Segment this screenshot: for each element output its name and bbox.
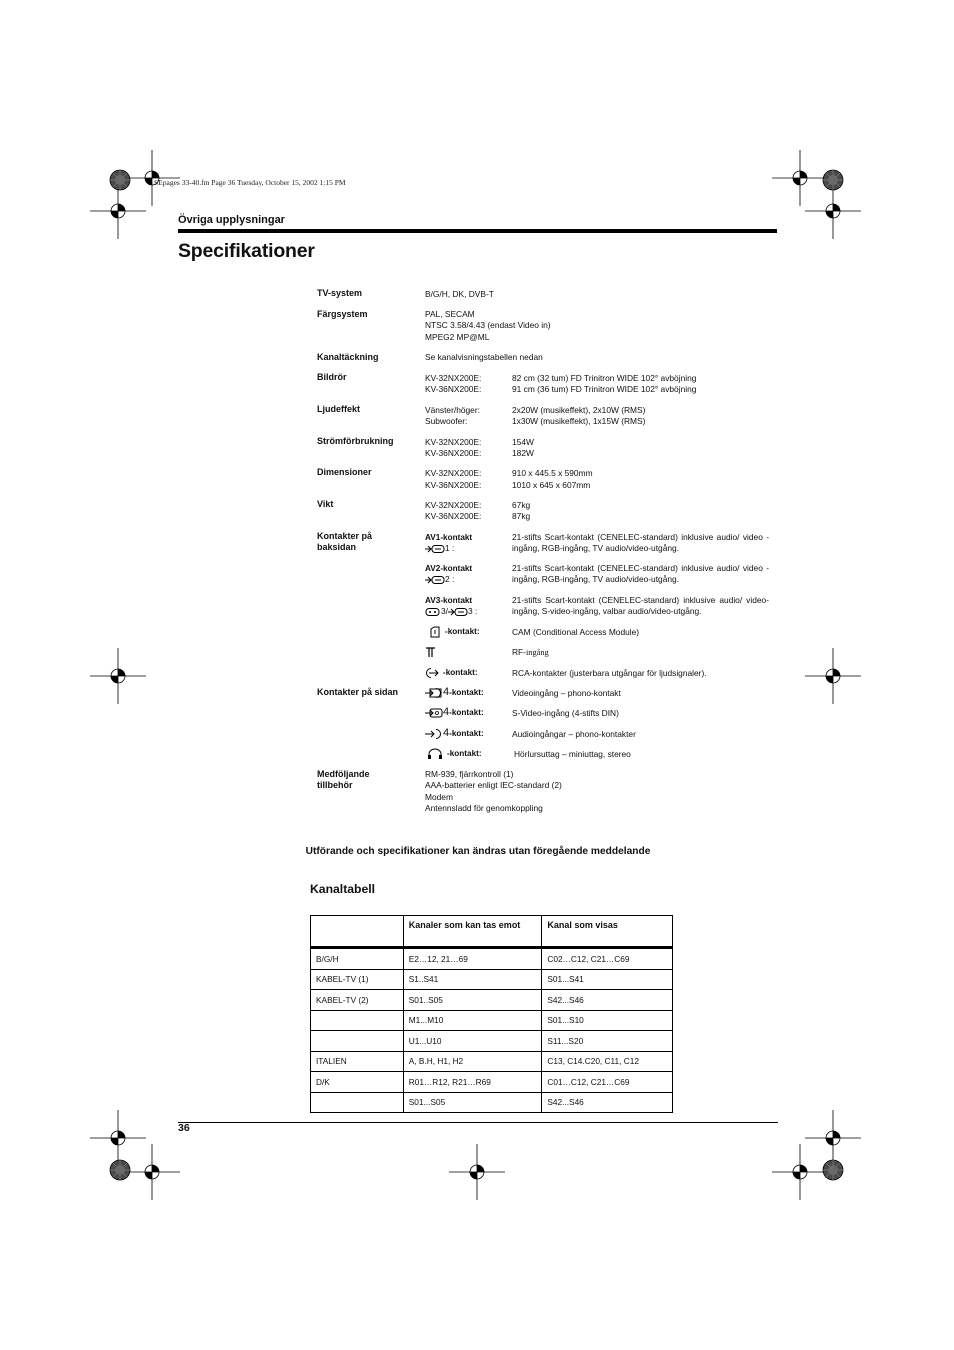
av1-number: 1 : xyxy=(445,543,455,553)
color-system-line: MPEG2 MP@ML xyxy=(425,331,490,342)
spec-model: KV-36NX200E: xyxy=(425,448,482,458)
av3-label: AV3-kontakt xyxy=(425,596,473,605)
headphones-icon xyxy=(425,748,447,760)
spec-label-sound: Ljudeffekt xyxy=(317,404,361,414)
table-cell: KABEL-TV (1) xyxy=(311,969,404,990)
rca-label xyxy=(425,667,478,679)
antenna-icon xyxy=(425,646,437,658)
spec-model: Subwoofer: xyxy=(425,416,468,426)
cam-label xyxy=(425,626,480,638)
av3-number-2: 3 : xyxy=(468,606,478,616)
svideo-in-icon xyxy=(425,707,443,719)
av2-symbol xyxy=(425,574,454,585)
spec-value: 87kg xyxy=(512,511,531,521)
side-audio-kontakt: -kontakt: xyxy=(449,729,484,739)
rca-description: RCA-kontakter (justerbara utgångar för ljudsignaler). xyxy=(512,668,707,678)
spec-value-color-system xyxy=(425,309,551,343)
spec-model: Vänster/höger: xyxy=(425,405,480,415)
av3-symbol xyxy=(425,606,477,617)
table-cell: S11...S20 xyxy=(542,1031,673,1052)
spec-model: KV-36NX200E: xyxy=(425,511,482,521)
specification-notice: Utförande och specifikationer kan ändras utan föregående meddelande xyxy=(305,846,651,857)
spec-label-rear-connectors: Kontakter på baksidan xyxy=(317,531,373,552)
av2-description: 21-stifts Scart-kontakt (CENELEC-standard) inklusive audio/ video -ingång, RGB-ingång, TV audio/video-utgång. xyxy=(512,563,769,585)
table-cell xyxy=(311,1010,404,1031)
spec-value: 910 x 445.5 x 590mm xyxy=(512,468,593,478)
table-cell: S42...S46 xyxy=(542,990,673,1011)
video-in-icon xyxy=(425,687,443,699)
side-video-kontakt: -kontakt: xyxy=(449,688,484,698)
registration-crosshair-icon xyxy=(803,646,863,706)
rf-input: ingång xyxy=(525,648,549,657)
table-cell: S01..S05 xyxy=(403,990,542,1011)
file-info: SEpages 33-40.fm Page 36 Tuesday, October 15, 2002 1:15 PM xyxy=(154,178,346,187)
header-rule xyxy=(178,229,777,233)
spec-label-channel-coverage: Kanaltäckning xyxy=(317,352,379,362)
table-cell: R01…R12, R21…R69 xyxy=(403,1072,542,1093)
table-header-cell xyxy=(311,916,404,948)
spec-value: 67kg xyxy=(512,500,531,510)
spec-model: KV-32NX200E: xyxy=(425,437,482,447)
spec-label-color-system: Färgsystem xyxy=(317,309,368,319)
av2-label: AV2-kontakt xyxy=(425,564,473,573)
accessory-item: Modem xyxy=(425,791,453,802)
av2-number: 2 : xyxy=(445,574,455,584)
table-row xyxy=(311,990,673,1011)
rf-label: RF- xyxy=(512,647,526,657)
table-cell: C01…C12, C21…C69 xyxy=(542,1072,673,1093)
table-cell xyxy=(311,1092,404,1113)
table-cell: E2…12, 21…69 xyxy=(403,948,542,970)
table-cell: U1...U10 xyxy=(403,1031,542,1052)
side-audio-number: 4 xyxy=(443,727,450,740)
table-cell xyxy=(311,1031,404,1052)
rf-description xyxy=(512,647,549,658)
spec-value: 182W xyxy=(512,448,534,458)
color-target-icon xyxy=(822,1159,844,1181)
av3-number: 3/ xyxy=(441,606,448,616)
side-video-description: Videoingång – phono-kontakt xyxy=(512,688,621,698)
side-svideo-description: S-Video-ingång (4-stifts DIN) xyxy=(512,708,619,718)
spec-label-weight: Vikt xyxy=(317,499,334,509)
audio-in-icon xyxy=(425,728,443,740)
channel-table-title: Kanaltabell xyxy=(310,882,376,896)
table-cell: S01...S10 xyxy=(542,1010,673,1031)
side-headphones-kontakt: -kontakt: xyxy=(447,749,482,759)
page-title: Specifikationer xyxy=(178,240,315,262)
side-headphones-description: Hörlursuttag – miniuttag, stereo xyxy=(514,749,631,759)
registration-crosshair-icon xyxy=(770,1142,830,1202)
accessory-item: RM-939, fjärrkontroll (1) xyxy=(425,769,514,779)
scart-in-out-icon xyxy=(448,607,468,617)
spec-model: KV-36NX200E: xyxy=(425,480,482,490)
table-cell: KABEL-TV (2) xyxy=(311,990,404,1011)
table-cell: S1..S41 xyxy=(403,969,542,990)
scart-in-out-icon xyxy=(425,544,445,554)
cam-slot-icon xyxy=(425,626,445,638)
av1-description: 21-stifts Scart-kontakt (CENELEC-standard) inklusive audio/ video -ingång, RGB-ingång, TV audio/video-utgång. xyxy=(512,532,769,554)
av1-label: AV1-kontakt xyxy=(425,533,473,542)
rca-kontakt: -kontakt: xyxy=(443,668,478,678)
spec-label-tv-system: TV-system xyxy=(317,288,363,298)
registration-crosshair-icon xyxy=(447,1142,507,1202)
side-svideo-label xyxy=(425,707,484,719)
spec-value-tv-system: B/G/H, DK, DVB-T xyxy=(425,289,494,299)
footer-rule xyxy=(178,1122,778,1123)
av3-description: 21-stifts Scart-kontakt (CENELEC-standard) inklusive audio/ video-ingång, S-video-ingång, valbar audio/video-utgång. xyxy=(512,595,769,617)
accessory-item: AAA-batterier enligt IEC-standard (2) xyxy=(425,780,562,791)
spec-label-accessories: Medföljande tillbehör xyxy=(317,769,370,790)
side-audio-label xyxy=(425,728,484,740)
av1-symbol xyxy=(425,543,454,554)
color-system-line: PAL, SECAM xyxy=(425,309,475,319)
spec-model: KV-36NX200E: xyxy=(425,384,482,394)
side-headphones-label xyxy=(425,748,482,760)
table-row xyxy=(311,1072,673,1093)
cam-description: CAM (Conditional Access Module) xyxy=(512,627,640,637)
side-audio-description: Audioingångar – phono-kontakter xyxy=(512,729,636,739)
side-video-number: 4 xyxy=(443,686,450,699)
table-cell: M1...M10 xyxy=(403,1010,542,1031)
spec-value: 154W xyxy=(512,437,534,447)
spec-label-side-connectors: Kontakter på sidan xyxy=(317,687,399,697)
spec-value-channel-coverage: Se kanalvisningstabellen nedan xyxy=(425,352,543,362)
spec-value-accessories xyxy=(425,769,562,814)
table-header-cell: Kanaler som kan tas emot xyxy=(403,916,542,948)
table-cell: B/G/H xyxy=(311,948,404,970)
table-row xyxy=(311,1092,673,1113)
spec-value: 2x20W (musikeffekt), 2x10W (RMS) xyxy=(512,405,646,415)
table-cell: C13, C14.C20, C11, C12 xyxy=(542,1051,673,1072)
spec-value: 1010 x 645 x 607mm xyxy=(512,480,591,490)
table-header-row xyxy=(311,916,673,948)
spec-model: KV-32NX200E: xyxy=(425,468,482,478)
page-number: 36 xyxy=(178,1122,190,1134)
accessory-item: Antennsladd för genomkoppling xyxy=(425,802,543,813)
scart-in-out-icon xyxy=(425,575,445,585)
spec-model: KV-32NX200E: xyxy=(425,373,482,383)
side-svideo-kontakt: -kontakt: xyxy=(449,708,484,718)
color-system-line: NTSC 3.58/4.43 (endast Video in) xyxy=(425,320,551,331)
spec-value: 82 cm (32 tum) FD Trinitron WIDE 102° avböjning xyxy=(512,373,697,383)
rf-symbol xyxy=(425,646,437,658)
side-svideo-number: 4 xyxy=(443,706,450,719)
table-row xyxy=(311,1010,673,1031)
scart-svideo-icon xyxy=(425,607,441,617)
table-cell: A, B.H, H1, H2 xyxy=(403,1051,542,1072)
spec-label-dimensions: Dimensioner xyxy=(317,467,372,477)
table-cell: C02…C12, C21…C69 xyxy=(542,948,673,970)
table-row xyxy=(311,1051,673,1072)
table-cell: S01...S41 xyxy=(542,969,673,990)
table-row xyxy=(311,969,673,990)
channel-table xyxy=(310,915,673,1113)
spec-value: 1x30W (musikeffekt), 1x15W (RMS) xyxy=(512,416,646,426)
audio-out-icon xyxy=(425,667,443,679)
color-target-icon xyxy=(109,1159,131,1181)
registration-crosshair-icon xyxy=(88,646,148,706)
table-cell: ITALIEN xyxy=(311,1051,404,1072)
table-cell: S42...S46 xyxy=(542,1092,673,1113)
table-row xyxy=(311,948,673,970)
registration-crosshair-icon xyxy=(122,1142,182,1202)
table-row xyxy=(311,1031,673,1052)
table-header-cell: Kanal som visas xyxy=(542,916,673,948)
side-video-label xyxy=(425,687,484,699)
section-heading: Övriga upplysningar xyxy=(178,214,285,226)
cam-kontakt: -kontakt: xyxy=(445,627,480,637)
spec-label-picture-tube: Bildrör xyxy=(317,372,347,382)
table-cell: S01...S05 xyxy=(403,1092,542,1113)
spec-model: KV-32NX200E: xyxy=(425,500,482,510)
color-target-icon xyxy=(109,169,131,191)
table-cell: D/K xyxy=(311,1072,404,1093)
color-target-icon xyxy=(822,169,844,191)
spec-label-power: Strömförbrukning xyxy=(317,436,394,446)
spec-value: 91 cm (36 tum) FD Trinitron WIDE 102° avböjning xyxy=(512,384,697,394)
